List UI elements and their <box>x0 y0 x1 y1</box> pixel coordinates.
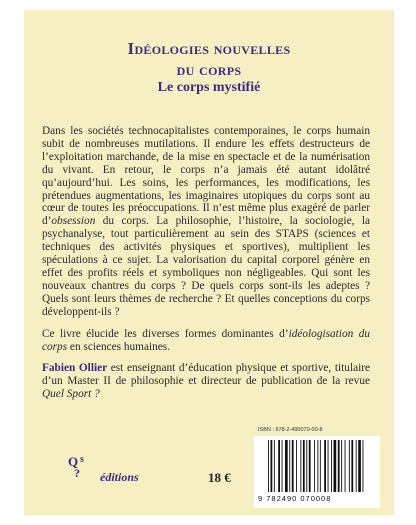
barcode-bar <box>314 440 315 492</box>
title-line-2: du corps <box>176 60 242 79</box>
barcode-bar <box>356 440 357 492</box>
barcode-bar <box>317 440 318 492</box>
barcode-digits: 9 782490 070008 <box>258 494 332 503</box>
barcode-bar <box>328 440 329 492</box>
italic-text: obsession <box>51 215 96 228</box>
barcode-bar <box>349 440 350 492</box>
barcode <box>254 436 380 508</box>
barcode-bar <box>320 440 321 492</box>
barcode-bar <box>289 440 290 492</box>
barcode-bar <box>331 440 332 492</box>
blurb-paragraph-2 <box>42 328 370 354</box>
barcode-bar <box>324 440 326 492</box>
logo-q: Q <box>68 454 79 469</box>
text-run: Dans les sociétés technocapitalistes contemporaines, le corps humain subit de nombreuses mutilations. Il endure les effets destructeurs de l’exploitation marchande, de la mise en spectacle et de la numérisation du vivant. En retour, le corps n’a jamais été autant idolâtré qu’aujourd’hui. Les soins, les performances, les modifications, les prétendues augmentations, les imaginaires utopiques du corps sont au cœur de toutes les préoccupations. Il n’est même plus exagéré de parler d’ <box>42 125 370 228</box>
barcode-bar <box>300 440 301 492</box>
barcode-bar <box>296 440 297 492</box>
barcode-bar <box>309 440 311 492</box>
title-line-1: Idéologies nouvelles <box>127 39 291 58</box>
book-subtitle: Le corps mystifié <box>157 80 261 95</box>
publisher-name: éditions <box>100 470 139 484</box>
barcode-bar <box>268 440 269 492</box>
blurb <box>42 125 370 410</box>
logo-s: s <box>80 454 84 465</box>
text-run: est enseignant d’éducation physique et sportive, titulaire d’un Master II de philosophie et directeur de publication de la revue <box>42 362 371 388</box>
publisher-logo <box>68 454 102 490</box>
text-run: du corps. La philosophie, l’histoire, la sociologie, la psychanalyse, tout particulièrement au sein des STAPS (sciences et techniques des activités physiques et sportives), multiplient les spéculations à ce sujet. La valorisation du capital corporel génère en effet des profits réels et symboliques non négligeables. Qui sont les nouveaux chantres du corps ? De quels corps sont-ils les adeptes ? Quels sont leurs thèmes de recherche ? Et quelles conceptions du corps développent-ils ? <box>42 215 370 318</box>
book-title <box>24 38 394 80</box>
text-run: Ce livre élucide les diverses formes dominantes d’ <box>42 327 289 340</box>
logo-question-mark: ? <box>74 466 80 480</box>
barcode-bar <box>341 440 342 492</box>
barcode-bar <box>271 440 273 492</box>
italic-text: idéologisation du corps <box>42 327 371 353</box>
barcode-bar <box>338 440 340 492</box>
barcode-bar <box>363 440 364 492</box>
barcode-bar <box>334 440 337 492</box>
barcode-bar <box>292 440 294 492</box>
barcode-bar <box>285 440 288 492</box>
price: 18 € <box>208 470 231 485</box>
barcode-bars-icon <box>268 440 366 494</box>
text-run: en sciences humaines. <box>67 340 171 353</box>
barcode-bar <box>351 440 353 492</box>
barcode-bar <box>303 440 305 492</box>
author-name: Fabien Ollier <box>42 362 108 375</box>
book-back-cover <box>24 10 394 515</box>
barcode-bar <box>358 440 361 492</box>
author-bio <box>42 362 370 401</box>
barcode-bar <box>282 440 283 492</box>
barcode-bar <box>278 440 280 492</box>
italic-text: Quel Sport ? <box>42 388 100 401</box>
blurb-paragraph-1 <box>42 125 370 319</box>
barcode-bar <box>274 440 275 492</box>
barcode-bar <box>306 440 307 492</box>
barcode-bar <box>345 440 346 492</box>
isbn-label: ISBN : 978-2-490070-00-8 <box>258 427 323 433</box>
